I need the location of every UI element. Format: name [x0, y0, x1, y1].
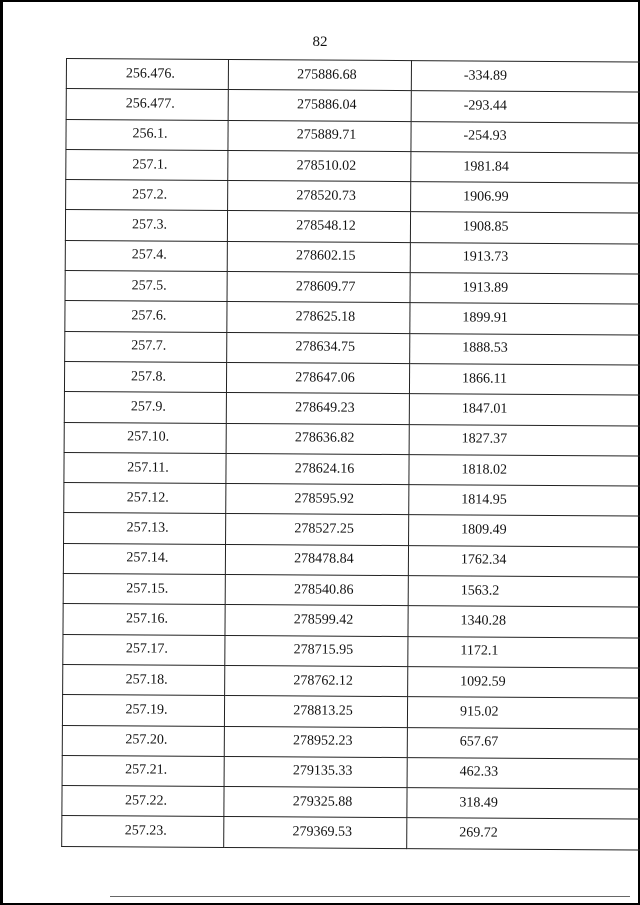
table-row [66, 59, 640, 93]
coordinates-table-wrapper [61, 58, 578, 850]
x-coordinate-cell: 278510.02 [228, 150, 411, 181]
y-coordinate-cell: 1818.02 [409, 454, 640, 486]
y-coordinate-cell: 1092.59 [408, 667, 640, 699]
point-id-cell: 257.23. [62, 816, 224, 847]
page-edge-left [0, 0, 3, 905]
y-coordinate-cell: 1913.89 [410, 273, 640, 305]
y-coordinate-cell: -254.93 [411, 121, 640, 153]
point-id-cell: 257.2. [66, 180, 228, 211]
table-body [62, 59, 640, 850]
table-row [63, 634, 640, 668]
table-row [65, 271, 640, 305]
table-row [64, 422, 640, 456]
table-row [62, 695, 640, 729]
table-row [64, 513, 640, 547]
y-coordinate-cell: 1847.01 [409, 394, 640, 426]
y-coordinate-cell: 1809.49 [409, 515, 640, 547]
y-coordinate-cell: 915.02 [407, 697, 640, 729]
y-coordinate-cell: 1908.85 [410, 212, 640, 244]
y-coordinate-cell: 1866.11 [409, 364, 640, 396]
y-coordinate-cell: 1563.2 [408, 576, 640, 608]
point-id-cell: 257.11. [64, 452, 226, 483]
y-coordinate-cell: 1340.28 [408, 606, 640, 638]
table-row [66, 119, 640, 153]
table-row [62, 755, 640, 789]
point-id-cell: 257.21. [62, 755, 224, 786]
point-id-cell: 257.17. [63, 634, 225, 665]
point-id-cell: 257.18. [63, 664, 225, 695]
coordinates-table [61, 58, 640, 850]
page-edge-top [0, 0, 640, 2]
y-coordinate-cell: -334.89 [411, 61, 640, 93]
x-coordinate-cell: 278715.95 [225, 635, 408, 666]
table-row [63, 664, 640, 698]
y-coordinate-cell: -293.44 [411, 91, 640, 123]
y-coordinate-cell: 1888.53 [410, 333, 640, 365]
x-coordinate-cell: 279325.88 [224, 787, 407, 818]
x-coordinate-cell: 278520.73 [228, 181, 411, 212]
x-coordinate-cell: 278649.23 [226, 393, 409, 424]
table-row [65, 301, 640, 335]
table-row [63, 604, 640, 638]
y-coordinate-cell: 1899.91 [410, 303, 640, 335]
point-id-cell: 257.4. [65, 240, 227, 271]
y-coordinate-cell: 657.67 [407, 727, 640, 759]
table-row [64, 361, 640, 395]
x-coordinate-cell: 278540.86 [225, 575, 408, 606]
x-coordinate-cell: 278624.16 [226, 453, 409, 484]
table-row [64, 452, 640, 486]
point-id-cell: 257.22. [62, 786, 224, 817]
point-id-cell: 257.1. [66, 149, 228, 180]
point-id-cell: 257.5. [65, 271, 227, 302]
point-id-cell: 257.12. [64, 483, 226, 514]
point-id-cell: 256.477. [66, 89, 228, 120]
x-coordinate-cell: 278609.77 [227, 272, 410, 303]
table-row [63, 574, 640, 608]
point-id-cell: 257.16. [63, 604, 225, 635]
x-coordinate-cell: 278478.84 [225, 544, 408, 575]
table-row [62, 786, 640, 820]
y-coordinate-cell: 1762.34 [408, 545, 640, 577]
table-row [65, 210, 640, 244]
y-coordinate-cell: 318.49 [407, 788, 640, 820]
point-id-cell: 256.1. [66, 119, 228, 150]
point-id-cell: 257.10. [64, 422, 226, 453]
table-row [66, 149, 640, 183]
y-coordinate-cell: 1913.73 [410, 242, 640, 274]
y-coordinate-cell: 1906.99 [411, 182, 640, 214]
table-row [64, 392, 640, 426]
table-row [63, 543, 640, 577]
x-coordinate-cell: 275889.71 [228, 120, 411, 151]
x-coordinate-cell: 278636.82 [226, 423, 409, 454]
x-coordinate-cell: 279135.33 [224, 756, 407, 787]
table-row [66, 180, 640, 214]
table-row [65, 240, 640, 274]
point-id-cell: 257.3. [65, 210, 227, 241]
y-coordinate-cell: 1981.84 [411, 151, 640, 183]
x-coordinate-cell: 278952.23 [224, 726, 407, 757]
y-coordinate-cell: 1814.95 [409, 485, 640, 517]
y-coordinate-cell: 1172.1 [408, 636, 640, 668]
point-id-cell: 257.14. [63, 543, 225, 574]
point-id-cell: 257.8. [64, 361, 226, 392]
x-coordinate-cell: 278762.12 [225, 665, 408, 696]
table-row [62, 816, 640, 850]
y-coordinate-cell: 1827.37 [409, 424, 640, 456]
x-coordinate-cell: 275886.04 [228, 90, 411, 121]
point-id-cell: 257.15. [63, 574, 225, 605]
x-coordinate-cell: 278595.92 [226, 484, 409, 515]
point-id-cell: 257.6. [65, 301, 227, 332]
point-id-cell: 256.476. [66, 59, 228, 90]
point-id-cell: 257.20. [62, 725, 224, 756]
x-coordinate-cell: 278647.06 [226, 362, 409, 393]
point-id-cell: 257.19. [62, 695, 224, 726]
x-coordinate-cell: 278602.15 [227, 241, 410, 272]
table-row [65, 331, 640, 365]
x-coordinate-cell: 279369.53 [224, 817, 407, 848]
point-id-cell: 257.13. [64, 513, 226, 544]
table-row [62, 725, 640, 759]
bottom-rule [110, 896, 630, 897]
x-coordinate-cell: 278813.25 [224, 696, 407, 727]
x-coordinate-cell: 278548.12 [227, 211, 410, 242]
x-coordinate-cell: 278634.75 [227, 332, 410, 363]
x-coordinate-cell: 278625.18 [227, 302, 410, 333]
x-coordinate-cell: 278599.42 [225, 605, 408, 636]
point-id-cell: 257.9. [64, 392, 226, 423]
page-number: 82 [312, 34, 328, 50]
table-row [66, 89, 640, 123]
point-id-cell: 257.7. [65, 331, 227, 362]
y-coordinate-cell: 269.72 [407, 818, 640, 850]
x-coordinate-cell: 278527.25 [226, 514, 409, 545]
y-coordinate-cell: 462.33 [407, 757, 640, 789]
table-row [64, 483, 640, 517]
x-coordinate-cell: 275886.68 [228, 59, 411, 90]
